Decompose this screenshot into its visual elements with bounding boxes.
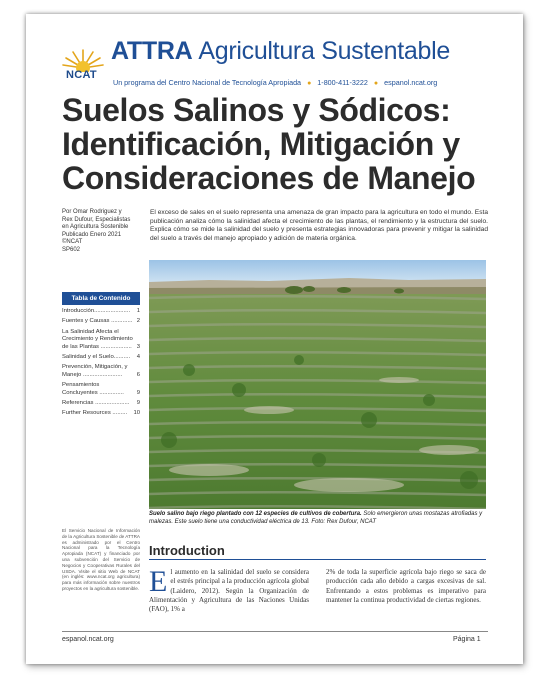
toc-item[interactable] <box>62 305 140 315</box>
drop-cap: E <box>149 565 168 598</box>
toc-item[interactable] <box>62 379 140 397</box>
meta-line: Por Omar Rodriguez y <box>62 209 122 215</box>
column-text: 2% de toda la superficie agrícola bajo riego se saca de producción cada año debido a cargas excesivas de sal. Enfrentando a estos problemas es imperativo para mantener la continua productividad de ciertas regiones. <box>326 568 486 604</box>
photo-caption <box>149 511 486 526</box>
toc-item-label: La Salinidad Afecta el Crecimiento y Rendimiento de las Plantas ................... <box>62 328 133 350</box>
toc-item[interactable] <box>62 326 140 351</box>
meta-line: ©NCAT <box>62 239 83 246</box>
toc-item-label: Introducción...................... <box>62 308 131 314</box>
toc-item-page: 9 <box>136 400 140 407</box>
title-line: Identificación, Mitigación y <box>62 126 460 162</box>
tagline-org: Un programa del Centro Nacional de Tecnología Apropiada <box>113 78 302 87</box>
author-meta <box>62 209 142 255</box>
toc-item-page: 3 <box>136 343 140 350</box>
toc-item-label: Referencias ..................... <box>62 400 130 407</box>
section-divider <box>149 559 486 560</box>
toc-item-page: 9 <box>136 389 140 396</box>
toc-heading: Tabla de Contenido <box>62 292 140 305</box>
brand-title <box>111 37 450 66</box>
tagline <box>113 78 437 87</box>
brand-series: Agricultura Sustentable <box>198 37 450 65</box>
title-line: Consideraciones de Manejo <box>62 160 476 196</box>
meta-line: Rex Dufour, Especialistas <box>62 216 131 223</box>
meta-line: en Agricultura Sostenible <box>62 224 129 231</box>
column-text: l aumento en la salinidad del suelo se considera el estrés principal a la producción agrícola global (Laidero, 2012). Según la Organización de Alimentación y Agricultura de las Naciones Unidas (FAO), 1% a <box>149 568 309 614</box>
title-line: Suelos Salinos y Sódicos: <box>62 92 451 128</box>
toc-item-page: 10 <box>133 410 140 417</box>
body-column <box>326 568 486 605</box>
section-heading: Introduction <box>149 543 225 558</box>
ncat-logo <box>60 46 106 88</box>
meta-line: SP602 <box>62 246 81 253</box>
footer-url[interactable]: espanol.ncat.org <box>62 636 114 643</box>
tagline-url[interactable]: espanol.ncat.org <box>384 78 438 87</box>
toc-item-label: Pensamientos Concluyentes ............... <box>62 382 124 396</box>
bullet-icon: ● <box>307 80 312 87</box>
toc-item[interactable] <box>62 315 140 325</box>
toc-item[interactable] <box>62 407 140 417</box>
abstract: El exceso de sales en el suelo representa una amenaza de gran impacto para la agricultura en todo el mundo. Esta publicación analiza cómo la salinidad afecta el crecimiento de las plantas, el rendimiento y la estructura del suelo. Explica cómo se mide la salinidad del suelo y presenta estrategias innovadoras para prevenir y mitigar la salinidad del suelo a través del manejo apropiado y adición de materia orgánica. <box>150 209 488 242</box>
toc-item-label: Salinidad y el Suelo.......... <box>62 354 131 361</box>
bullet-icon: ● <box>373 80 379 87</box>
page-title <box>62 93 502 195</box>
caption-body: Solo emergieron unas mostazas atrofiadas y malezas. Este suelo tiene una conductividad eléctrica de 13. Foto: Rex Dufour, NCAT <box>149 511 483 525</box>
toc-item[interactable] <box>62 351 140 361</box>
toc-item-page: 6 <box>136 371 140 378</box>
brand-main: ATTRA <box>111 37 193 65</box>
caption-lead: Suelo salino bajo riego plantado con 12 especies de cultivos de cobertura. <box>149 511 362 517</box>
body-column <box>149 565 309 614</box>
saline-field-photo <box>149 260 486 509</box>
logo-text: NCAT <box>66 69 97 81</box>
meta-line: Publicado Enero 2021 <box>62 231 122 238</box>
toc-item-label: Further Resources ......... <box>62 410 128 417</box>
footer-divider <box>62 631 488 632</box>
toc-item[interactable] <box>62 397 140 407</box>
toc-item-page: 2 <box>136 318 140 325</box>
toc-item-label: Prevención, Mitigación, y Manejo ........................ <box>62 364 128 378</box>
toc-item[interactable] <box>62 361 140 379</box>
toc-item-page: 1 <box>136 308 140 314</box>
toc-item-label: Fuentes y Causas ............. <box>62 318 133 325</box>
page-number: Página 1 <box>453 636 481 643</box>
toc-item-page: 4 <box>136 354 140 361</box>
tagline-phone: 1-800-411-3222 <box>317 78 368 87</box>
table-of-contents <box>62 292 140 418</box>
sidebar-note: El Servicio Nacional de Información de la Agricultura Sostenible de ATTRA es administrado por el Centro Nacional para la Tecnología Apropiada (NCAT) y financiado por una subvención del Servicio de Negocios y Cooperativas Rurales del USDA. Visite el sitio Web de NCAT (en inglés: www.ncat.org agricultura) para más información sobre nuestros proyectos en la agricultura sostenible. <box>62 528 140 591</box>
